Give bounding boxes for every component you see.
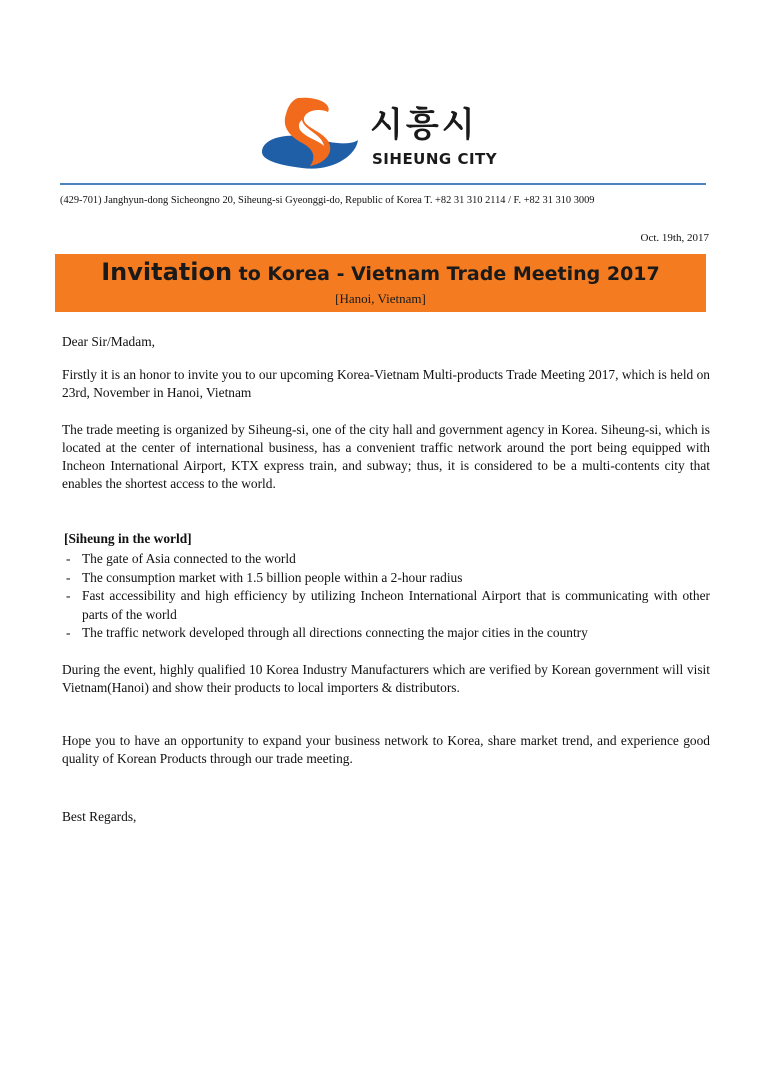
- bullet-dash: -: [66, 588, 71, 603]
- paragraph-event: During the event, highly qualified 10 Korea Industry Manufacturers which are verified by Korean government will visit Vietnam(Hanoi) and show their products to local importers & distributors.: [62, 662, 710, 695]
- feature-list: [66, 550, 710, 643]
- bullet-dash: -: [66, 551, 71, 566]
- title-banner: [55, 254, 706, 312]
- header-divider: [60, 183, 706, 185]
- salutation: Dear Sir/Madam,: [62, 334, 155, 349]
- bullet-dash: -: [66, 569, 71, 585]
- siheung-emblem-icon: [258, 94, 362, 174]
- address-line: (429-701) Janghyun-dong Sicheongno 20, Siheung-si Gyeonggi-do, Republic of Korea T. +82 31 310 2114 / F. +82 31 310 3009: [60, 195, 595, 206]
- paragraph-invitation: Firstly it is an honor to invite you to our upcoming Korea-Vietnam Multi-products Trade Meeting 2017, which is held on 23rd, November in Hanoi, Vietnam: [62, 367, 710, 400]
- list-item: - The consumption market with 1.5 billion people within a 2-hour radius: [66, 569, 710, 588]
- section-heading: [Siheung in the world]: [64, 531, 192, 546]
- logo-english-wordmark: SIHEUNG CITY: [372, 150, 498, 168]
- bullet-dash: -: [66, 625, 71, 640]
- list-item: - The gate of Asia connected to the world: [66, 550, 710, 569]
- paragraph-organizer: The trade meeting is organized by Siheung-si, one of the city hall and government agency in Korea. Siheung-si, which is located at the center of international business, has a convenient traffic network around the port being equipped with Incheon International Airport, KTX express train, and subway; thus, it is considered to be a multi-contents city that enables the shortest access to the world.: [62, 422, 710, 491]
- paragraph-hope: Hope you to have an opportunity to expand your business network to Korea, share market trend, and experience good quality of Korean Products through our trade meeting.: [62, 733, 710, 766]
- logo-korean-wordmark: 시흥시: [370, 105, 478, 145]
- letter-date: Oct. 19th, 2017: [640, 232, 709, 244]
- banner-subtitle: [Hanoi, Vietnam]: [335, 291, 426, 306]
- list-item: - The traffic network developed through all directions connecting the major cities in the country: [66, 624, 710, 643]
- banner-title-lead: Invitation: [101, 258, 233, 286]
- siheung-city-logo: [258, 94, 518, 174]
- banner-title-rest: to Korea - Vietnam Trade Meeting 2017: [232, 263, 660, 285]
- list-item: - Fast accessibility and high efficiency by utilizing Incheon International Airport that is communicating with other parts of the world: [66, 588, 710, 622]
- closing: Best Regards,: [62, 809, 137, 824]
- banner-title: [55, 260, 706, 284]
